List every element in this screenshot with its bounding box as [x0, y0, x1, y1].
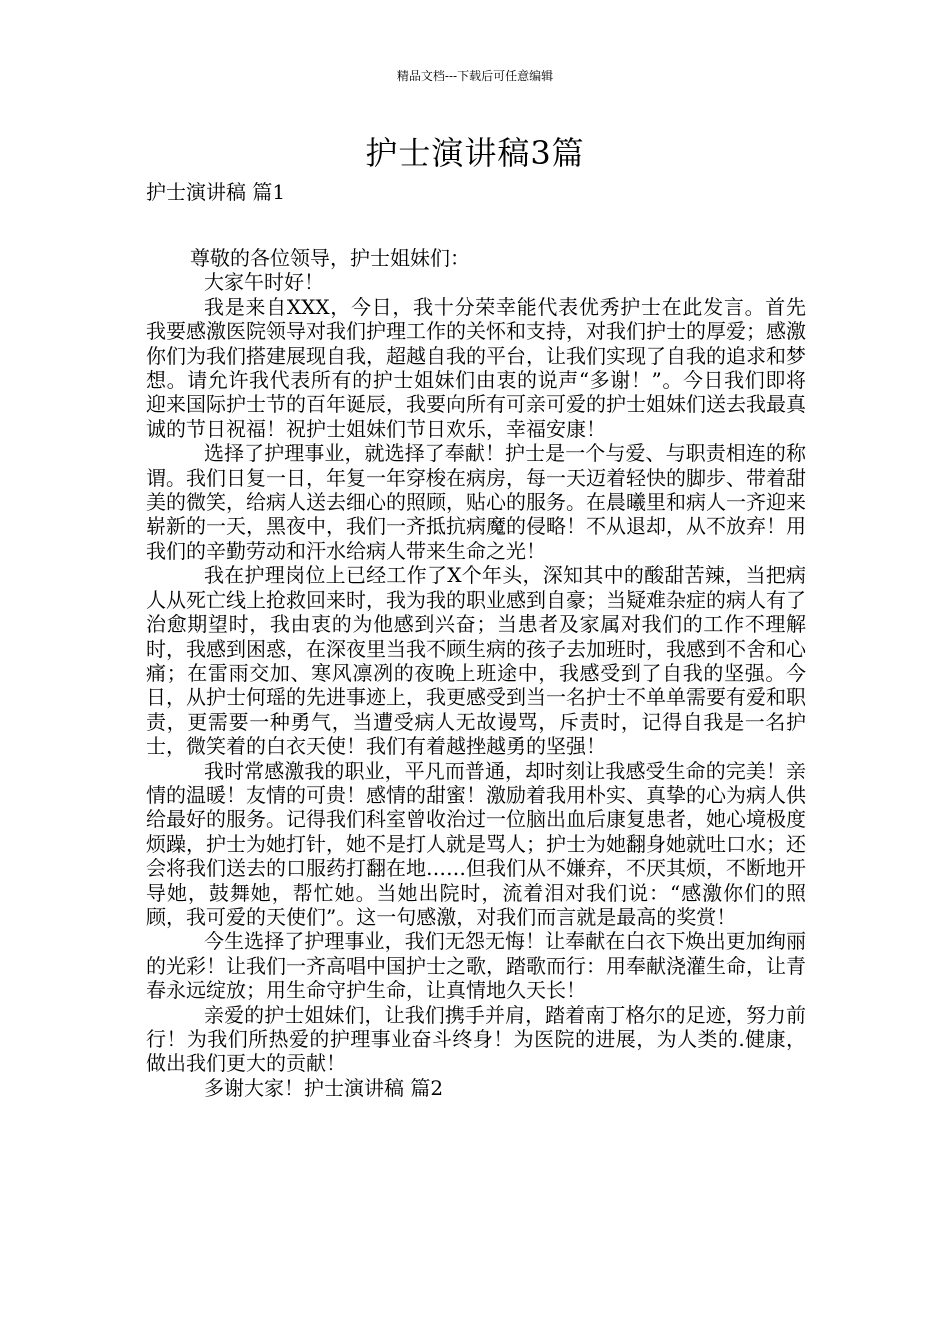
paragraph: 多谢大家！护士演讲稿 篇2	[204, 1075, 444, 1100]
paragraph: 我时常感激我的职业，平凡而普通，却时刻让我感受生命的完美！亲情的温暖！友情的可贵！感情的甜蜜！激励着我用朴实、真挚的心为病人供给最好的服务。记得我们科室曾收治过一位脑出血后康复患者，她心境极度烦躁，护士为她打针，她不是打人就是骂人；护士为她翻身她就吐口水；还会将我们送去的口服药打翻在地……但我们从不嫌弃，不厌其烦，不断地开导她，鼓舞她，帮忙她。当她出院时，流着泪对我们说：“感激你们的照顾，我可爱的天使们”。这一句感激，对我们而言就是最高的奖赏！	[146, 758, 806, 929]
paragraph: 我在护理岗位上已经工作了X个年头，深知其中的酸甜苦辣，当把病人从死亡线上抢救回来时，我为我的职业感到自豪；当疑难杂症的病人有了治愈期望时，我由衷的为他感到兴奋；当患者及家属对我们的工作不理解时，我感到困惑，在深夜里当我不顾生病的孩子去加班时，我感到不舍和心痛；在雷雨交加、寒风凛冽的夜晚上班途中，我感受到了自我的坚强。今日，从护士何瑶的先进事迹上，我更感受到当一名护士不单单需要有爱和职责，更需要一种勇气，当遭受病人无故谩骂，斥责时，记得自我是一名护士，微笑着的白衣天使！我们有着越挫越勇的坚强！	[146, 563, 806, 759]
paragraph: 选择了护理事业，就选择了奉献！护士是一个与爱、与职责相连的称谓。我们日复一日，年复一年穿梭在病房，每一天迈着轻快的脚步、带着甜美的微笑，给病人送去细心的照顾，贴心的服务。在晨曦里和病人一齐迎来崭新的一天，黑夜中，我们一齐抵抗病魔的侵略！不从退却，从不放弃！用我们的辛勤劳动和汗水给病人带来生命之光！	[146, 441, 806, 563]
paragraph: 我是来自XXX，今日，我十分荣幸能代表优秀护士在此发言。首先我要感激医院领导对我们护理工作的关怀和支持，对我们护士的厚爱；感激你们为我们搭建展现自我，超越自我的平台，让我们实现了自我的追求和梦想。请允许我代表所有的护士姐妹们由衷的说声“多谢！”。今日我们即将迎来国际护士节的百年诞辰，我要向所有可亲可爱的护士姐妹们送去我最真诚的节日祝福！祝护士姐妹们节日欢乐，幸福安康！	[146, 294, 806, 441]
header-note: 精品文档---下载后可任意编辑	[396, 69, 554, 83]
paragraph: 今生选择了护理事业，我们无怨无悔！让奉献在白衣下焕出更加绚丽的光彩！让我们一齐高唱中国护士之歌，踏歌而行：用奉献浇灌生命，让青春永远绽放；用生命守护生命，让真情地久天长！	[146, 929, 806, 1003]
salutation: 尊敬的各位领导，护士姐妹们：	[190, 246, 470, 270]
section-subtitle: 护士演讲稿 篇1	[146, 180, 286, 204]
paragraph: 亲爱的护士姐妹们，让我们携手并肩，踏着南丁格尔的足迹，努力前行！为我们所热爱的护理事业奋斗终身！为医院的进展，为人类的.健康，做出我们更大的贡献！	[146, 1002, 806, 1076]
paragraph: 大家午时好！	[204, 270, 324, 295]
body-text	[146, 246, 806, 1100]
document-title: 护士演讲稿3篇	[365, 134, 585, 172]
